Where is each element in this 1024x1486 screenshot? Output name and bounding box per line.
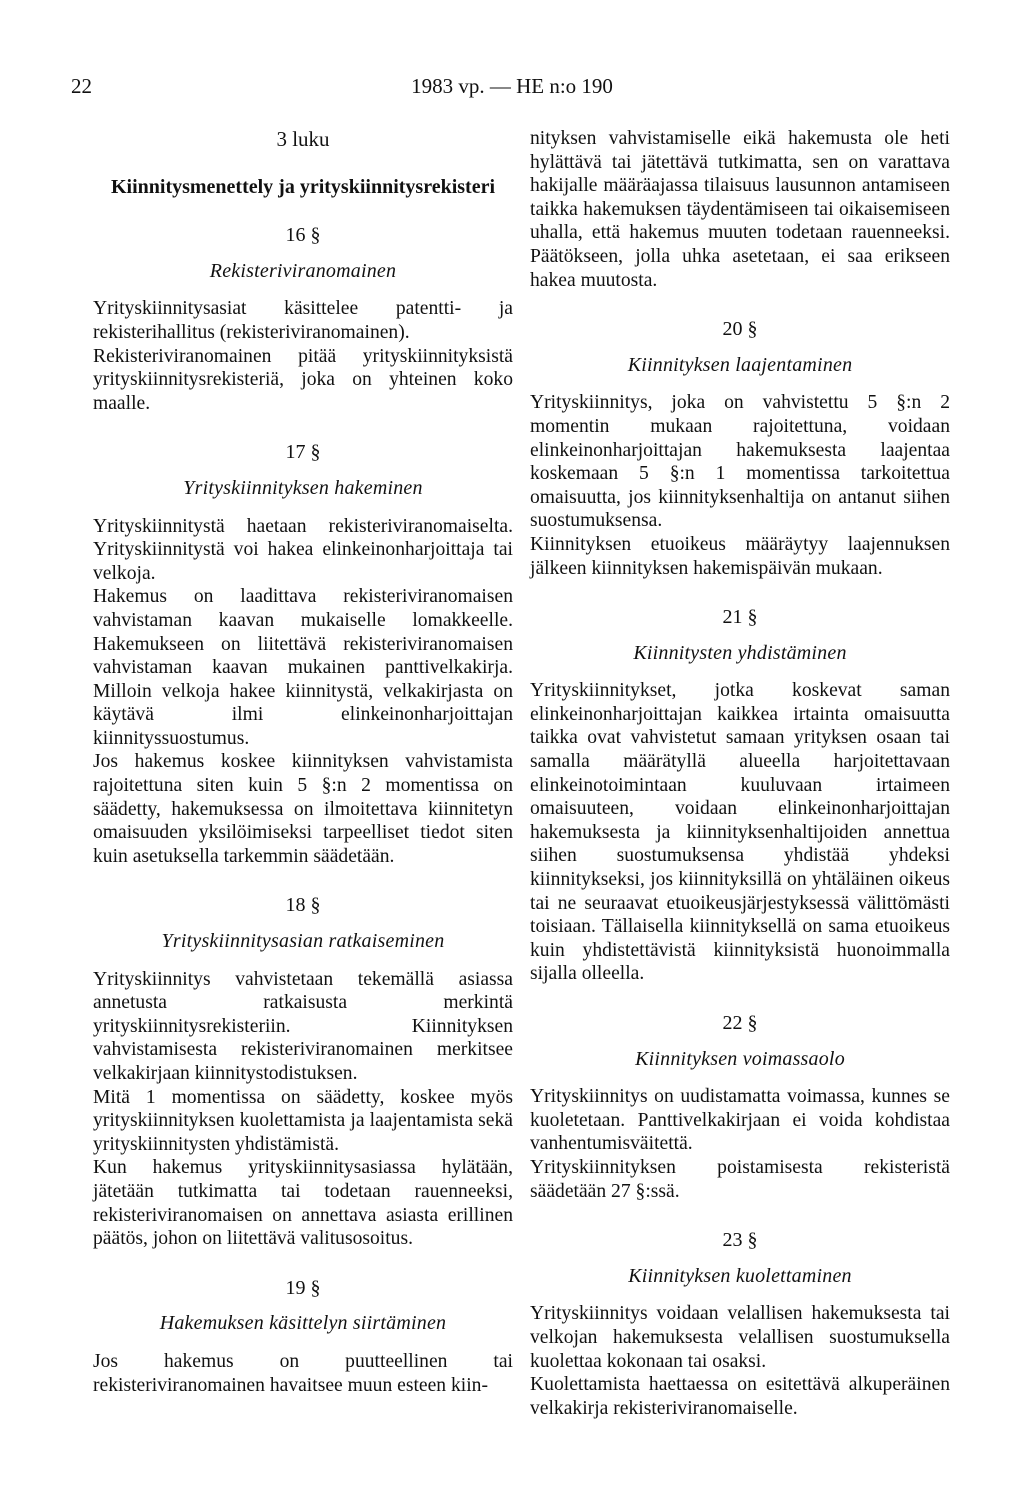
section-title: Kiinnityksen voimassaolo (635, 1047, 845, 1070)
paragraph: Jos hakemus on puutteellinen tai rekisteriviranomainen havaitsee muun esteen kiin- (93, 1350, 513, 1396)
section-title: Yrityskiinnityksen hakeminen (183, 476, 423, 499)
section-title: Rekisteriviranomainen (209, 259, 397, 282)
paragraph: Mitä 1 momentissa on säädetty, koskee myös yrityskiinnityksen kuolettamista ja laajentamista sekä yrityskiinnitysten yhdistämistä. (93, 1086, 513, 1155)
paragraph: Yrityskiinnitys vahvistetaan tekemällä asiassa annetusta ratkaisusta merkintä yrityskiinnitysrekisteriin. Kiinnityksen vahvistamisesta rekisteriviranomainen merkitsee velkakirjaan kiinnitystodistuksen. (93, 968, 513, 1084)
section-number: 20 § (722, 318, 758, 341)
section-title: Yrityskiinnitysasian ratkaiseminen (161, 930, 445, 953)
running-head: 1983 vp. — HE n:o 190 (411, 74, 613, 98)
section-number: 21 § (722, 606, 758, 629)
paragraph: Yrityskiinnitysasiat käsittelee patentti- ja rekisterihallitus (rekisteriviranomainen). (93, 298, 513, 343)
paragraph: Rekisteriviranomainen pitää yrityskiinnityksistä yrityskiinnitysrekisteriä, joka on yhteinen koko maalle. (93, 345, 513, 414)
chapter-number: 3 luku (276, 127, 330, 151)
paragraph: Yrityskiinnitystä haetaan rekisteriviranomaiselta. Yrityskiinnitystä voi hakea elinkeinonharjoittaja tai velkoja. (93, 515, 513, 584)
right-column (530, 127, 950, 1420)
section-number: 19 § (285, 1276, 321, 1299)
section-number: 16 § (285, 224, 321, 247)
section-number: 23 § (722, 1229, 758, 1252)
section-title: Kiinnitysten yhdistäminen (633, 641, 847, 664)
paragraph: Yrityskiinnitys, joka on vahvistettu 5 §:n 2 momentin mukaan rajoitettuna, voidaan elinkeinonharjoittajan hakemuksesta laajentaa koskemaan 5 §:n 1 momentissa tarkoitettua omaisuutta, jos kiinnityksenhaltija on antanut siihen suostumuksensa. (530, 392, 950, 532)
section-number: 18 § (285, 894, 321, 917)
paragraph-continuation: nityksen vahvistamiselle eikä hakemusta ole heti hylättävä tai jätettävä tutkimatta, sen on varattava hakijalle määräajassa tilaisuus lausunnon antamiseen taikka hakemuksen täydentämiseen tai oikaisemiseen uhalla, että hakemus muuten todetaan rauenneeksi. Päätökseen, jolla uhka asetetaan, ei saa erikseen hakea muutosta. (530, 128, 950, 291)
page-number: 22 (71, 74, 92, 98)
paragraph: Yrityskiinnitys voidaan velallisen hakemuksesta tai velkojan hakemuksesta velallisen suostumuksella kuolettaa kokonaan tai osaksi. (530, 1303, 950, 1372)
section-number: 17 § (285, 441, 321, 464)
section-number: 22 § (722, 1012, 758, 1034)
paragraph: Yrityskiinnitys on uudistamatta voimassa, kunnes se kuoletetaan. Panttivelkakirjaan ei voida kohdistaa vanhentumisväitettä. (530, 1086, 950, 1155)
paragraph: Kuolettamista haettaessa on esitettävä alkuperäinen velkakirja rekisteriviranomaiselle. (530, 1374, 950, 1419)
paragraph: Kun hakemus yrityskiinnitysasiassa hylätään, jätetään tutkimatta tai todetaan rauenneeksi, rekisteriviranomaisen on annettava asiasta erillinen päätös, johon on liitettävä valitusosoitus. (93, 1157, 513, 1250)
section-title: Kiinnityksen laajentaminen (627, 353, 853, 376)
paragraph: Hakemus on laadittava rekisteriviranomaisen vahvistaman kaavan mukaiselle lomakkeelle. Hakemukseen on liitettävä rekisteriviranomaisen vahvistaman kaavan mukainen panttivelkakirja. Milloin velkoja hakee kiinnitystä, velkakirjasta on käytävä ilmi elinkeinonharjoittajan kiinnityssuostumus. (93, 586, 513, 749)
paragraph: Yrityskiinnityksen poistamisesta rekisteristä säädetään 27 §:ssä. (530, 1156, 950, 1202)
section-title: Kiinnityksen kuolettaminen (628, 1264, 852, 1287)
paragraph: Kiinnityksen etuoikeus määräytyy laajennuksen jälkeen kiinnityksen hakemispäivän mukaan. (530, 533, 950, 579)
chapter-title: Kiinnitysmenettely ja yrityskiinnitysrekisteri (110, 175, 496, 198)
left-column (93, 124, 513, 1397)
paragraph: Yrityskiinnitykset, jotka koskevat saman elinkeinonharjoittajan kaikkea irtainta omaisuutta taikka ovat vahvistetut samaan yrityksen osaan tai samalla määrätyllä alueella harjoitettavaan elinkeinotoimintaan kuuluvaan irtaimeen omaisuuteen, voidaan elinkeinonharjoittajan hakemuksesta ja kiinnityksenhaltijoiden annettua siihen suostumuksensa yhdistää yhdeksi kiinnitykseksi, jos kiinnityksillä on yhtäläinen oikeus tai ne seuraavat etuoikeusjärjestyksessä välittömästi toisiaan. Tällaisella kiinnityksellä on sama etuoikeus kuin yhdistettävistä kiinnityksistä huonoimmalla sijalla olleella. (530, 680, 950, 985)
section-title: Hakemuksen käsittelyn siirtäminen (159, 1312, 447, 1335)
paragraph: Jos hakemus koskee kiinnityksen vahvistamista rajoitettuna siten kuin 5 §:n 2 momentissa on säädetty, hakemuksessa on ilmoitettava kiinnitetyn omaisuuden yksilöimiseksi tarpeelliset tiedot siten kuin asetuksella tarkemmin säädetään. (93, 751, 513, 867)
